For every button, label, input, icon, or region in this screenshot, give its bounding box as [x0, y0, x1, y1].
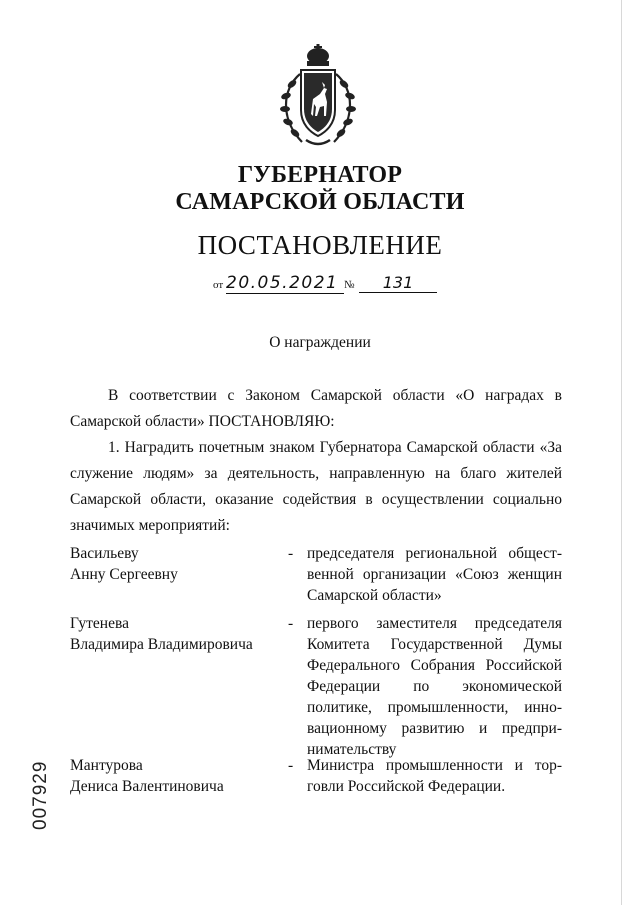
entry-dash: -: [288, 545, 294, 562]
awardee-given-names: Владимира Владимировича: [70, 636, 253, 653]
position-line: Федерального Собрания Российской: [307, 657, 562, 674]
awardee-name: [70, 613, 280, 655]
position-line: нимательству: [307, 741, 397, 758]
position-line: вационному развитию и предпри-: [307, 720, 562, 737]
award-clause-paragraph: [70, 435, 562, 539]
issuer-title-line2: САМАРСКОЙ ОБЛАСТИ: [175, 189, 465, 215]
position-line: первого заместителя председателя: [307, 615, 562, 632]
award-clause-line: Самарской области, оказание содействия в осуществлении социально: [70, 491, 562, 508]
document-subject: О награждении: [269, 334, 371, 351]
entry-dash: -: [288, 615, 294, 632]
position-line: Федерации по экономической: [307, 678, 562, 695]
awardee-surname: Гутенева: [70, 615, 129, 632]
awardee-position: [307, 613, 562, 760]
awardee-name: [70, 755, 280, 797]
issuer-title-line1: ГУБЕРНАТОР: [237, 162, 403, 188]
awardee-name: [70, 543, 280, 585]
award-clause-line: 1. Наградить почетным знаком Губернатора Самарской области «За: [108, 439, 562, 456]
award-clause-line: служение людям» за деятельность, направленную на благо жителей: [70, 465, 562, 482]
date-number-line: [213, 273, 443, 295]
position-line: Комитета Государственной Думы: [307, 636, 562, 653]
awardee-given-names: Дениса Валентиновича: [70, 778, 224, 795]
intro-paragraph-line1: В соответствии с Законом Самарской области «О наградах в: [108, 387, 562, 404]
handwritten-number: 131: [359, 273, 437, 293]
awardee-surname: Мантурова: [70, 757, 143, 774]
number-label: №: [344, 279, 355, 291]
coat-of-arms-emblem: [272, 44, 364, 150]
awardee-given-names: Анну Сергеевну: [70, 566, 178, 583]
awardee-surname: Васильеву: [70, 545, 139, 562]
award-clause-line: значимых мероприятий:: [70, 517, 230, 534]
position-line: венной организации «Союз женщин: [307, 566, 562, 583]
awardee-position: [307, 543, 562, 606]
position-line: политике, промышленности, инно-: [307, 699, 562, 716]
document-type-heading: ПОСТАНОВЛЕНИЕ: [197, 230, 443, 260]
serial-number-stamp: 007929: [30, 760, 51, 830]
position-line: Министра промышленности и тор-: [307, 757, 562, 774]
intro-paragraph-line2: Самарской области» ПОСТАНОВЛЯЮ:: [70, 413, 335, 430]
page-edge-line: [621, 0, 622, 905]
position-line: говли Российской Федерации.: [307, 778, 506, 795]
position-line: Самарской области»: [307, 587, 442, 604]
position-line: председателя региональной общест-: [307, 545, 562, 562]
handwritten-date: 20.05.2021: [226, 273, 344, 294]
date-label: от: [213, 279, 224, 291]
entry-dash: -: [288, 757, 294, 774]
awardee-position: [307, 755, 562, 797]
